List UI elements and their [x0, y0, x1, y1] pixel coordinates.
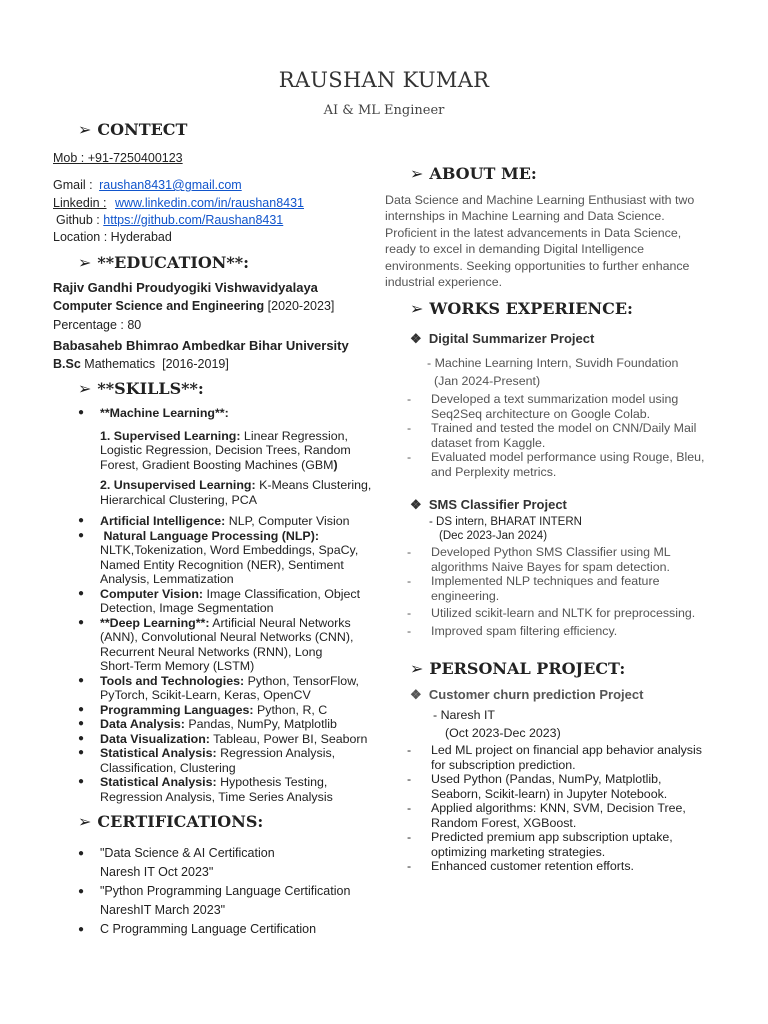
supervised-learning: 1. Supervised Learning: Linear Regression, Logistic Regression, Decision Trees, Random Forest, Gradient Boosting Machines (GBM)	[100, 428, 351, 472]
project-title: ❖ SMS Classifier Project	[410, 497, 567, 512]
unsupervised-learning: 2. Unsupervised Learning: K-Means Clustering, Hierarchical Clustering, PCA	[100, 478, 372, 507]
percentage: Percentage : 80	[53, 318, 142, 332]
project-dates: (Dec 2023-Jan 2024)	[439, 530, 548, 542]
list-item: - Developed Python SMS Classifier using ML algorithms Naive Bayes for spam detection.	[407, 545, 671, 574]
list-item: - Evaluated model performance using Rouge, Bleu, and Perplexity metrics.	[407, 450, 705, 479]
list-item: - Enhanced customer retention efforts.	[407, 859, 634, 873]
arrow-icon: ➢	[78, 379, 92, 398]
arrow-icon: ➢	[78, 120, 92, 139]
project-title: ❖ Customer churn prediction Project	[410, 687, 644, 702]
arrow-icon: ➢	[78, 812, 92, 831]
certifications-list	[78, 844, 400, 939]
arrow-icon: ➢	[410, 164, 424, 183]
diamond-bullet-icon: ❖	[410, 331, 422, 346]
project-bullets	[407, 392, 751, 479]
contact-github-row: Github : https://github.com/Raushan8431	[56, 213, 284, 227]
list-item: ● "Python Programming Language Certification NareshIT March 2023"	[78, 884, 351, 917]
bullet-icon: ●	[78, 616, 85, 628]
list-item: ● Artificial Intelligence: NLP, Computer Vision	[78, 514, 350, 528]
bullet-icon: ●	[78, 776, 85, 787]
about-heading: ➢ ABOUT ME:	[410, 164, 537, 183]
bullet-icon: ●	[78, 515, 85, 526]
project-bullets	[407, 545, 751, 638]
list-item: ● Data Analysis: Pandas, NumPy, Matplotlib	[78, 717, 337, 731]
list-item: - Improved spam filtering efficiency.	[407, 623, 618, 638]
bullet-icon: ●	[78, 732, 85, 744]
project-org: - Naresh IT	[433, 708, 495, 722]
skills-list	[78, 406, 400, 804]
bullet-icon: ●	[78, 703, 85, 715]
list-item: - Predicted premium app subscription uptake, optimizing marketing strategies.	[407, 830, 673, 859]
bullet-icon: ●	[78, 407, 85, 418]
experience-heading: ➢ WORKS EXPERIENCE:	[410, 299, 633, 318]
list-item: - Used Python (Pandas, NumPy, Matplotlib, Seaborn, Scikit-learn) in Jupyter Notebook.	[407, 772, 668, 801]
diamond-bullet-icon: ❖	[410, 687, 422, 702]
skills-heading: ➢ **SKILLS**:	[78, 379, 204, 398]
project-role: - Machine Learning Intern, Suvidh Foundation	[427, 356, 679, 370]
contact-linkedin-row: Linkedin : www.linkedin.com/in/raushan8431	[53, 196, 304, 210]
list-item: ● Data Visualization: Tableau, Power BI, Seaborn	[78, 731, 368, 746]
list-item: ● Tools and Technologies: Python, TensorFlow, PyTorch, Scikit-Learn, Keras, OpenCV	[78, 673, 359, 702]
list-item: - Led ML project on financial app behavior analysis for subscription prediction.	[407, 743, 702, 772]
list-item: ● Programming Languages: Python, R, C	[78, 702, 328, 717]
list-item: - Utilized scikit-learn and NLTK for preprocessing.	[407, 606, 696, 620]
list-item: ● Computer Vision: Image Classification, Object Detection, Image Segmentation	[78, 586, 361, 615]
resume-name: RAUSHAN KUMAR	[278, 68, 490, 92]
list-item: ● "Data Science & AI Certification Naresh IT Oct 2023"	[78, 846, 275, 879]
list-item: - Implemented NLP techniques and feature engineering.	[407, 574, 660, 603]
list-item: - Developed a text summarization model using Seq2Seq architecture on Google Colab.	[407, 392, 679, 421]
contact-mobile: Mob : +91-7250400123	[53, 151, 183, 165]
project-dates: (Oct 2023-Dec 2023)	[445, 726, 561, 740]
list-item: ● **Deep Learning**: Artificial Neural Networks (ANN), Convolutional Neural Networks (CNN), Recurrent Neural Networks (RNN), Long Short-Term Memory (LSTM)	[78, 615, 354, 673]
bullet-icon: ●	[78, 924, 85, 935]
education-heading: ➢ **EDUCATION**:	[78, 253, 250, 272]
linkedin-link[interactable]: www.linkedin.com/in/raushan8431	[115, 196, 304, 210]
contact-heading: ➢ CONTECT	[78, 120, 188, 139]
list-item: - Applied algorithms: KNN, SVM, Decision Tree, Random Forest, XGBoost.	[407, 801, 686, 830]
arrow-icon: ➢	[78, 253, 92, 272]
list-item: ● Natural Language Processing (NLP): NLTK,Tokenization, Word Embeddings, SpaCy, Named Entity Recognition (NER), Sentiment Analysis, Lemmatization	[78, 528, 359, 586]
degree-line: B.Sc Mathematics [2016-2019]	[53, 357, 229, 371]
arrow-icon: ➢	[410, 659, 424, 678]
diamond-bullet-icon: ❖	[410, 497, 422, 512]
gmail-link[interactable]: raushan8431@gmail.com	[99, 178, 242, 192]
school-name: Babasaheb Bhimrao Ambedkar Bihar University	[53, 338, 349, 353]
contact-location: Location : Hyderabad	[53, 230, 172, 244]
project-title: ❖ Digital Summarizer Project	[410, 331, 595, 346]
bullet-icon: ●	[78, 747, 85, 758]
personal-project-heading: ➢ PERSONAL PROJECT:	[410, 659, 626, 678]
resume-role: AI & ML Engineer	[323, 103, 445, 118]
bullet-icon: ●	[78, 718, 85, 729]
about-text: Data Science and Machine Learning Enthusiast with two internships in Machine Learning and Data Science. Proficient in the latest advancements in Data Science, ready to excel in demanding Digital Intelligence environments. Seeking opportunities to further enhance industrial experience.	[385, 193, 695, 290]
list-item: ● Statistical Analysis: Hypothesis Testing, Regression Analysis, Time Series Analysis	[78, 775, 333, 804]
list-item: - Trained and tested the model on CNN/Daily Mail dataset from Kaggle.	[407, 421, 697, 450]
list-item: ● **Machine Learning**:	[78, 406, 229, 420]
bullet-icon: ●	[78, 587, 85, 599]
arrow-icon: ➢	[410, 299, 424, 318]
github-link[interactable]: https://github.com/Raushan8431	[103, 213, 284, 227]
project-dates: (Jan 2024-Present)	[434, 374, 541, 388]
project-bullets	[407, 743, 751, 874]
bullet-icon: ●	[78, 886, 85, 897]
list-item: ● C Programming Language Certification	[100, 920, 400, 939]
certifications-heading: ➢ CERTIFICATIONS:	[78, 812, 264, 831]
bullet-icon: ●	[78, 674, 85, 686]
school-name: Rajiv Gandhi Proudyogiki Vishwavidyalaya	[53, 280, 318, 295]
list-item: ● Statistical Analysis: Regression Analysis, Classification, Clustering	[78, 746, 336, 775]
bullet-icon: ●	[78, 848, 85, 859]
degree-line: Computer Science and Engineering [2020-2023]	[53, 299, 335, 313]
project-role: - DS intern, BHARAT INTERN	[429, 516, 582, 528]
contact-gmail-row: Gmail : raushan8431@gmail.com	[53, 178, 242, 192]
bullet-icon: ●	[78, 529, 85, 541]
